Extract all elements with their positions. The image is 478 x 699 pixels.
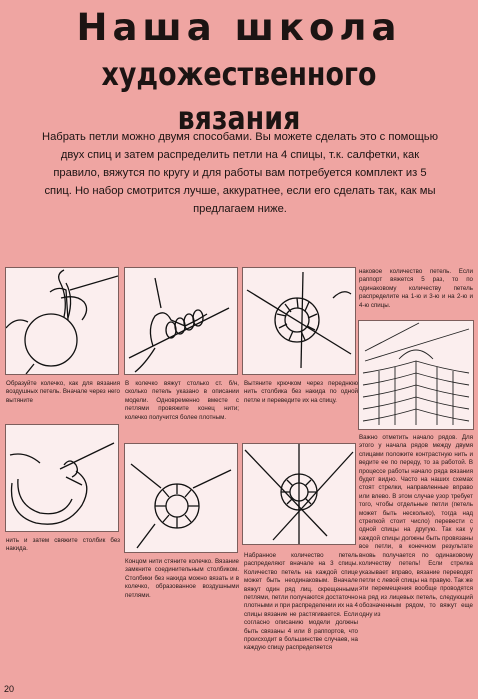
- caption-1: Образуйте колечко, как для вязания воздушных петель. Вначале через него вытяните: [6, 380, 120, 404]
- page-number: 20: [4, 684, 15, 694]
- side-text-top: наковое количество петель. Если раппорт вяжется 5 раз, то по одинаковому количеству петель распределите на 1-ю и 3-ю и на 2-ю и 4-ю спицы.: [359, 268, 473, 309]
- closed-ring-illustration: [125, 444, 237, 552]
- pull-yarn-illustration: [6, 425, 118, 531]
- figure-3-round: [242, 267, 356, 375]
- figure-2-hook: [124, 267, 238, 375]
- caption-4: нить и затем свяжите столбик без накида.: [6, 537, 120, 553]
- caption-3: Вытяните крючком через переднюю нить столбика без накида по одной петле и переведите их на спицу.: [244, 380, 358, 404]
- caption-5: Концом нити стяните колечко. Вязание замкните соединительным столбиком. Столбики без накида можно вязать и в колечко, образованное воздушными петлями.: [125, 558, 239, 599]
- knitted-sample-illustration: [359, 321, 473, 429]
- title-line-2: художественного вязания: [101, 55, 377, 137]
- intro-paragraph: Набрать петли можно двумя способами. Вы можете сделать это с помощью двух спиц и затем распределить петли на 4 спицы, т.к. салфетки, как правило, вяжутся по кругу и для работы вам потребуется комплект из 5 спиц. Но набор смотрится лучше, аккуратнее, если его сделать так, как мы предлагаем ниже.: [41, 131, 439, 215]
- caption-6: Набранное количество петель распределяют вначале на 3 спицы. Количество петель на каждой спице может быть неодинаковым. Вначале вяжут один ряд лиц. скрещенными петлями, петли получаются достаточно плотными и при распределении их на 4 спицы вязание не растягивается. Если согласно описанию модели должны быть связаны 4 или 8 раппортов, что происходит в большинстве случаев, на каждую спицу распределяется: [244, 552, 358, 652]
- figure-4-pull-yarn: [5, 424, 119, 532]
- needles-illustration: [243, 444, 355, 544]
- side-text-bottom: Важно отметить начало рядов. Для этого у начала рядов между двумя спицами положите контрастную нить и ведите ее по переду, то за работой. В процессе работы начало ряда вязания будет видно. Часто на наших схемах стоят стрелки, направленные вправо или влево. В этом случае узор требует того, чтобы отдельные петли (петель может быть несколько), тогда над стрелкой стоит число) перевести с одной спицы на другую. Так как у каждой спицы должны быть провязаны все петли, в конечном результате вновь получается по одинаковому количеству петель! Если стрелка указывает вправо, вязание переводят петли с левой спицы на правую. Так же эти перемещения вообще проводятся на ряд из лицевых петель, следующий обозначенным рядом, то вяжут еще одну из: [359, 434, 473, 618]
- figure-6-needles: [242, 443, 356, 545]
- caption-2: В колечко вяжут столько ст. б/н, сколько петель указано в описании модели. Одновременно вместе с петлями провяжите конец нити; колечко получится более плотным.: [125, 380, 239, 421]
- figure-5-closed-ring: [124, 443, 238, 553]
- title-line-1: Наша школа: [76, 6, 402, 49]
- ring-illustration: [6, 268, 118, 374]
- figure-1-ring: [5, 267, 119, 375]
- figure-7-knitted-sample: [358, 320, 474, 430]
- hook-illustration: [125, 268, 237, 374]
- round-illustration: [243, 268, 355, 374]
